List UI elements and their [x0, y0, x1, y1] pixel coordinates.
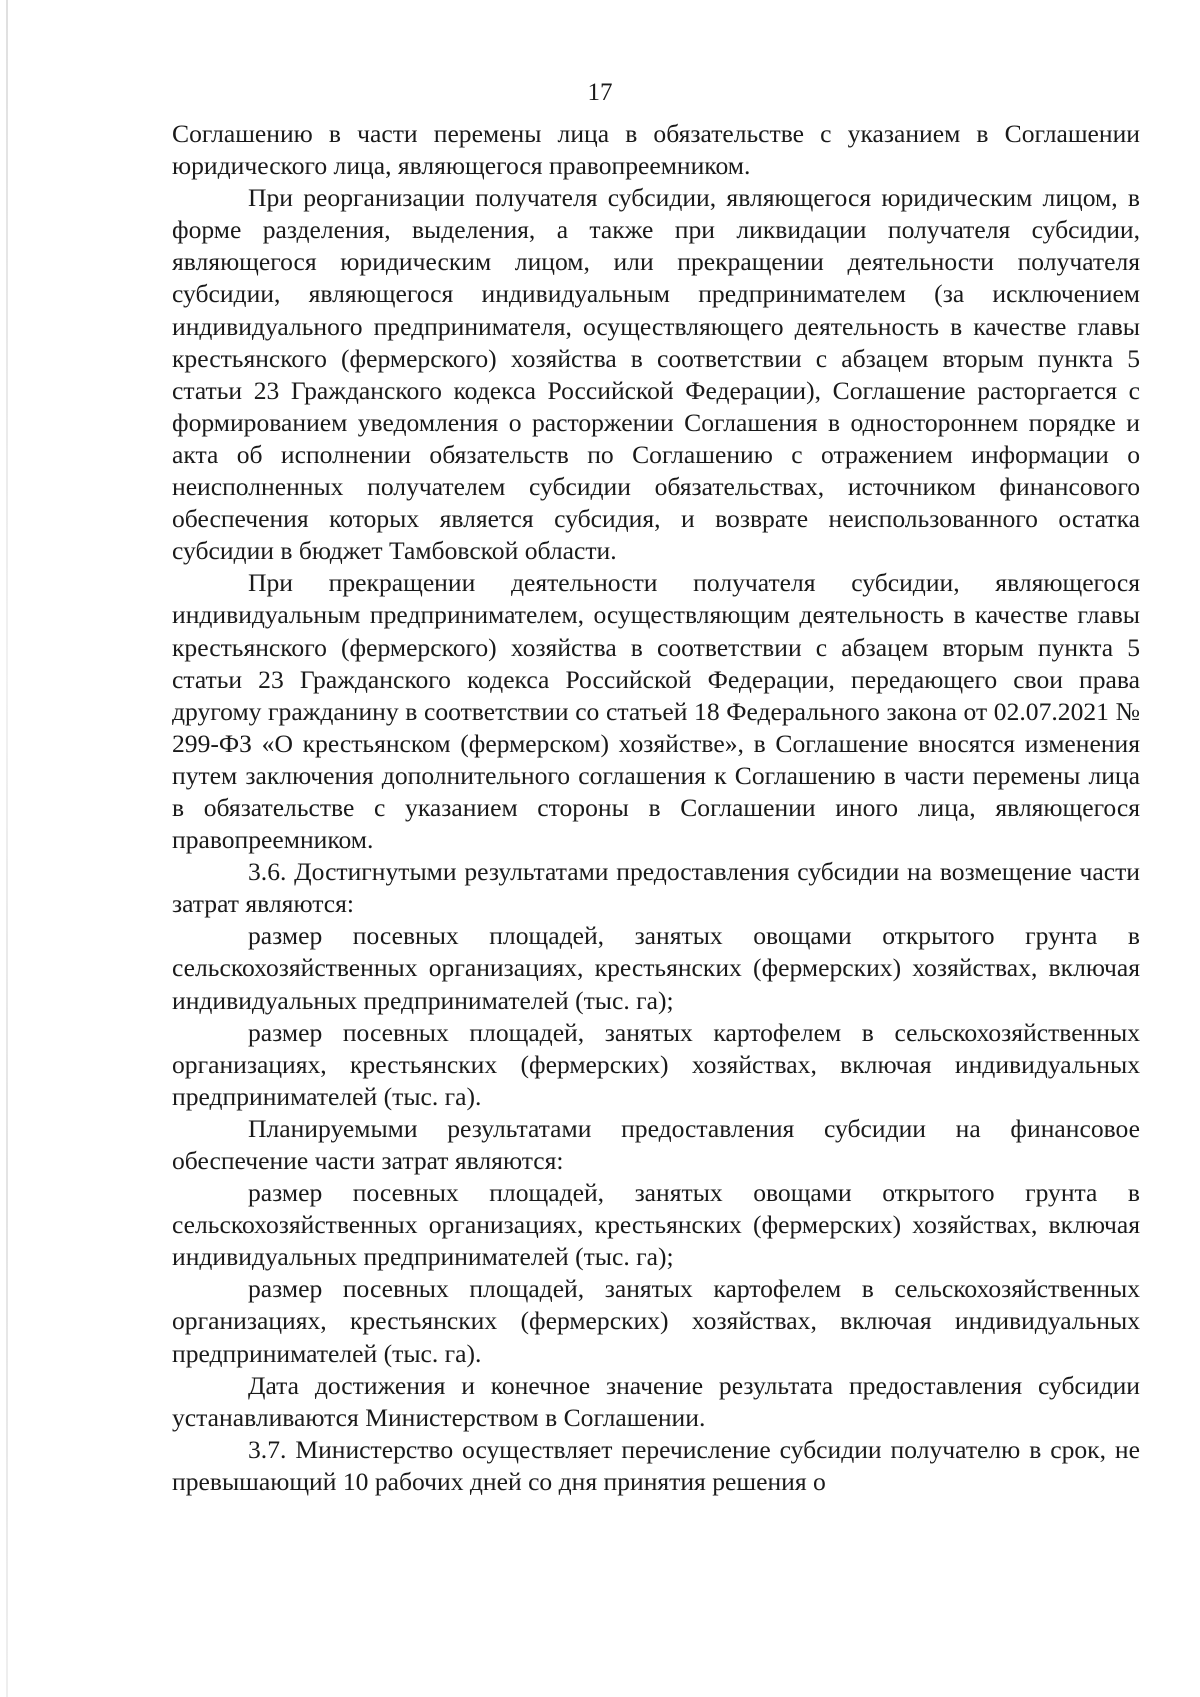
paragraph-continuation: Соглашению в части перемены лица в обязательстве с указанием в Соглашении юридического лица, являющегося правопреемником.	[172, 119, 1140, 181]
paragraph-termination-farm-head: При прекращении деятельности получателя субсидии, являющегося индивидуальным предпринимателем, осуществляющим деятельность в качестве главы крестьянского (фермерского) хозяйства в соответствии с абзацем вторым пункта 5 статьи 23 Гражданского кодекса Российской Федерации, передающего свои права другому гражданину в соответствии со статьей 18 Федерального закона от 02.07.2021 № 299-ФЗ «О крестьянском (фермерском) хозяйстве», в Соглашение вносятся изменения путем заключения дополнительного соглашения к Соглашению в части перемены лица в обязательстве с указанием стороны в Соглашении иного лица, являющегося правопреемником.	[172, 568, 1140, 855]
page-number: 17	[587, 79, 613, 106]
list-item-vegetables-achieved: размер посевных площадей, занятых овощами открытого грунта в сельскохозяйственных организациях, крестьянских (фермерских) хозяйствах, включая индивидуальных предпринимателей (тыс. га);	[172, 921, 1140, 1015]
paragraph-achievement-date: Дата достижения и конечное значение результата предоставления субсидии устанавливаются Министерством в Соглашении.	[172, 1370, 1140, 1432]
document-body	[172, 118, 1140, 1498]
list-item-potatoes-achieved: размер посевных площадей, занятых картофелем в сельскохозяйственных организациях, крестьянских (фермерских) хозяйствах, включая индивидуальных предпринимателей (тыс. га).	[172, 1017, 1140, 1111]
scan-edge-shadow	[6, 0, 8, 1697]
list-item-vegetables-planned: размер посевных площадей, занятых овощами открытого грунта в сельскохозяйственных организациях, крестьянских (фермерских) хозяйствах, включая индивидуальных предпринимателей (тыс. га);	[172, 1178, 1140, 1272]
paragraph-reorganization: При реорганизации получателя субсидии, являющегося юридическим лицом, в форме разделения, выделения, а также при ликвидации получателя субсидии, являющегося юридическим лицом, или прекращении деятельности получателя субсидии, являющегося индивидуальным предпринимателем (за исключением индивидуального предпринимателя, осуществляющего деятельность в качестве главы крестьянского (фермерского) хозяйства в соответствии с абзацем вторым пункта 5 статьи 23 Гражданского кодекса Российской Федерации), Соглашение расторгается с формированием уведомления о расторжении Соглашения в одностороннем порядке и акта об исполнении обязательств по Соглашению с отражением информации о неисполненных получателем субсидии обязательствах, источником финансового обеспечения которых является субсидия, и возврате неиспользованного остатка субсидии в бюджет Тамбовской области.	[172, 183, 1140, 566]
paragraph-section-3-7: 3.7. Министерство осуществляет перечисление субсидии получателю в срок, не превышающий 10 рабочих дней со дня принятия решения о	[172, 1434, 1140, 1496]
list-item-potatoes-planned: размер посевных площадей, занятых картофелем в сельскохозяйственных организациях, крестьянских (фермерских) хозяйствах, включая индивидуальных предпринимателей (тыс. га).	[172, 1274, 1140, 1368]
paragraph-planned-results: Планируемыми результатами предоставления субсидии на финансовое обеспечение части затрат являются:	[172, 1113, 1140, 1175]
paragraph-section-3-6: 3.6. Достигнутыми результатами предоставления субсидии на возмещение части затрат являются:	[172, 857, 1140, 919]
